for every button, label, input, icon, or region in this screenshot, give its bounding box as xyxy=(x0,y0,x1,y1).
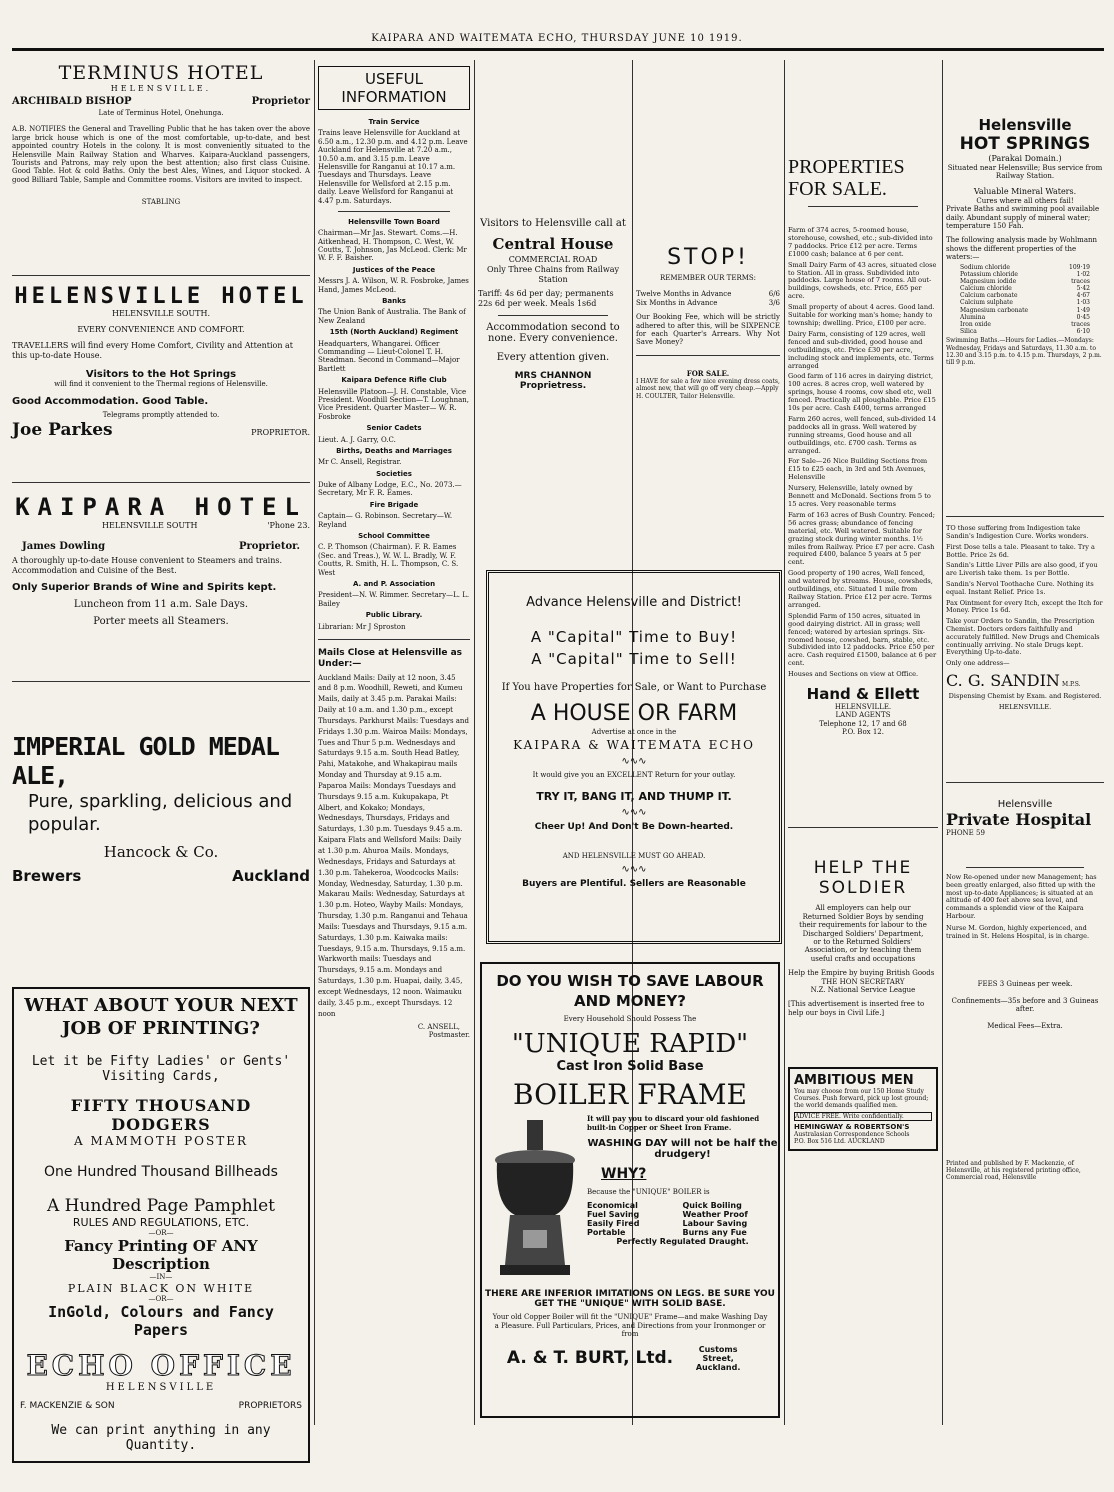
terminus-title: TERMINUS HOTEL xyxy=(58,62,264,84)
helensville-hotel-tele: Telegrams promptly attended to. xyxy=(102,411,220,420)
central-l8: MRS CHANNON xyxy=(514,371,592,381)
property-item: For Sale—26 Nice Building Sections from £15 to £25 each, in 3rd and 5th Avenues, Helensville xyxy=(788,457,928,482)
ale-line1: Pure, sparkling, delicious and popular. xyxy=(28,791,293,836)
rifle-text: Helensville Platoon—J. H. Constable, Vice President. Woodhill Section—T. Loughnan, Vice President. Quarter Master— W. R. Fosbroke xyxy=(318,387,470,421)
soc-text: Duke of Albany Lodge, E.C., No. 2073.—Secretary, Mr F. R. Eames. xyxy=(318,481,462,498)
sandin-l1: TO those suffering from Indigestion take Sandin's Indigestion Cure. Works wonders. xyxy=(946,524,1089,540)
sandin-l3: Sandin's Little Liver Pills are also good, if you are Liverish take them. 1s per Bottle. xyxy=(946,561,1098,578)
printing-l11: ECHO OFFICE xyxy=(26,1349,296,1383)
hand-ellett-town: HELENSVILLE. xyxy=(834,703,892,712)
analysis-name: Magnesium carbonate xyxy=(960,306,1029,314)
fire-heading: Fire Brigade xyxy=(369,500,419,509)
printing-l9: PLAIN BLACK ON WHITE xyxy=(67,1281,255,1295)
advance-helensville-ad xyxy=(486,570,782,944)
central-l2: Central House xyxy=(492,235,614,253)
sandin-name: C. G. SANDIN xyxy=(946,670,1060,690)
births-text: Mr C. Ansell, Registrar. xyxy=(318,458,402,467)
advance-l9: TRY IT, BANG IT, AND THUMP IT. xyxy=(536,789,732,803)
ap-heading: A. and P. Association xyxy=(352,579,436,588)
advance-l10: Cheer Up! And Don't Be Down-hearted. xyxy=(534,821,734,832)
central-l4: Only Three Chains from Railway Station xyxy=(486,265,620,284)
printing-or1: —OR— xyxy=(148,1229,174,1237)
advance-l12: Buyers are Plentiful. Sellers are Reasonable xyxy=(522,879,746,890)
hand-ellett: Hand & Ellett xyxy=(806,685,920,704)
masthead-rule xyxy=(12,48,1104,51)
sandin-ad xyxy=(946,525,1104,712)
sandin-l2: First Dose tells a tale. Pleasant to take. Try a Bottle. Price 2s 6d. xyxy=(946,542,1095,559)
springs-l1: Helensville xyxy=(978,116,1072,134)
analysis-value: 4·67 xyxy=(1076,292,1090,300)
stop-title: STOP! xyxy=(667,245,749,270)
terminus-town: HELENSVILLE. xyxy=(110,84,212,93)
ambitious-body: You may choose from our 150 Home Study Courses. Push forward, pick up lost ground; the world demands qualified men. xyxy=(794,1088,929,1110)
analysis-value: 5·42 xyxy=(1076,285,1090,293)
sandin-mps: M.P.S. xyxy=(1061,680,1081,688)
advance-l11: AND HELENSVILLE MUST GO AHEAD. xyxy=(562,851,706,860)
train-heading: Train Service xyxy=(368,118,420,126)
ambitious-men-ad xyxy=(788,1067,938,1151)
flourish-icon: ∿∿∿ xyxy=(621,756,647,768)
advance-l2: A "Capital" Time to Buy! xyxy=(530,628,738,646)
printing-l2: Let it be Fifty Ladies' or Gents' Visiting Cards, xyxy=(31,1054,291,1084)
central-l5: Tariff: 4s 6d per day; permanents 22s 6d per week. Meals 1s6d xyxy=(478,289,614,308)
kaipara-hotel-role: Proprietor. xyxy=(238,541,300,552)
terminus-role: Proprietor xyxy=(251,96,310,107)
property-item: Nursery, Helensville, lately owned by Bennett and McDonald. Sections from 5 to 15 acres. Very reasonable terms xyxy=(788,484,931,508)
ale-brewers: Brewers xyxy=(12,866,82,885)
soldier-note: [This advertisement is inserted free to help our boys in Civil Life.] xyxy=(788,1000,925,1017)
boiler-l3: "UNIQUE RAPID" xyxy=(511,1029,749,1060)
advance-l3: A "Capital" Time to Sell! xyxy=(531,650,737,668)
masthead: KAIPARA AND WAITEMATA ECHO, THURSDAY JUNE 10 1919. xyxy=(371,33,743,44)
printing-l10: InGold, Colours and Fancy Papers xyxy=(48,1303,274,1340)
central-l9: Proprietress. xyxy=(519,381,587,391)
reg-heading: 15th (North Auckland) Regiment xyxy=(329,328,459,337)
springs-l6: Cures where all others fail! xyxy=(976,196,1074,205)
column-5 xyxy=(788,60,938,1430)
column-6 xyxy=(946,60,1104,1430)
column-divider xyxy=(314,60,315,1425)
train-text: Trains leave Helensville for Auckland at 6.50 a.m., 12.30 p.m. and 4.12 p.m. Leave Auckland for Helensville at 7.20 a.m., 10.50 a.m. and 3.15 p.m. Leave Helensville for Ranganui at 10.17 a.m. Tuesdays and Thursdays. Leave Helensville for Wellsford at 2.15 p.m. daily. Leave Wellsford for Ranganui at 4.47 p.m. Saturdays. xyxy=(318,129,468,205)
advance-l4: If You have Properties for Sale, or Want to Purchase xyxy=(501,682,767,693)
property-item: Farm of 163 acres of Bush Country. Fenced; 56 acres grass; abundance of fencing material, etc. Well watered. Suitable for grazing stock during winter months. 1½ miles from Railway. Price £7 per acre. Cash required £400, balance 5 years at 5 per cent. xyxy=(788,510,935,567)
central-l3: COMMERCIAL ROAD xyxy=(508,255,598,264)
kaipara-hotel-brands: Only Superior Brands of Wine and Spirits kept. xyxy=(12,582,277,593)
boiler-l7: WASHING DAY will not be half the drudgery! xyxy=(587,1138,778,1161)
property-item: Small Dairy Farm of 43 acres, situated close to Station. All in grass. Subdivided into paddocks. Large house of 7 rooms. All out-buildings, cowsheds, etc. Price, £65 per acre. xyxy=(788,260,937,301)
fire-text: Captain— G. Robinson. Secretary—W. Reyland xyxy=(318,512,453,529)
sandin-l7: Only one address— xyxy=(946,659,1010,668)
kaipara-hotel-body: A thoroughly up-to-date House convenient to Steamers and trains. Accommodation and Cuisine of the Best. xyxy=(12,556,282,575)
soldier-body: All employers can help our Returned Soldier Boys by sending their requirements for labour to the Discharged Soldiers' Department, or to the Returned Soldiers' Association, or by teaching them useful crafts and occupations xyxy=(799,904,927,963)
kaipara-hotel-porter: Porter meets all Steamers. xyxy=(93,616,229,627)
school-text: C. P. Thomson (Chairman). F. R. Eames (Sec. and Treas.), W. W. L. Bradly, W. F. Coutts, R. Smith, H. L. Thompson, C. S. West xyxy=(318,543,459,577)
soc-heading: Societies xyxy=(376,469,412,478)
terminus-body: A.B. NOTIFIES the General and Travelling Public that he has taken over the above large brick house which is one of the most comfortable, up-to-date, and best appointed country Hotels in the colony. It is most conveniently situated to the Helensville Main Railway Station and Wharves. Kaipara-Auckland passengers, Tourists and Patrons, may rely upon the best attention; also first class Cuisine. Good Table. Hot & cold Baths. Only the best Ales, Wines, and Liquor stocked. A good Billiard Table, Sample and Committee rooms. Visitors are invited to inspect. xyxy=(12,125,310,184)
analysis-name: Alumina xyxy=(960,313,986,321)
springs-l4: Situated near Helensville; Bus service from Railway Station. xyxy=(947,164,1103,181)
property-item: Splendid Farm of 150 acres, situated in good dairying district. All in grass; well fenced; watered by artesian springs. Six-roomed house, cowshed, barn, stable, etc. Subdivided into 12 paddocks. Price £50 per acre. Cash required £1500, balance at 6 per cent. xyxy=(788,611,937,668)
burt-name: A. & T. BURT, Ltd. xyxy=(506,1348,674,1369)
advance-l6: Advertise at once in the xyxy=(591,728,677,736)
ale-ad xyxy=(12,732,310,947)
hand-ellett-agents: LAND AGENTS xyxy=(835,711,891,720)
printing-or2: —OR— xyxy=(148,1294,174,1303)
sandin-l4: Sandin's Nervol Toothache Cure. Nothing its equal. Instant Relief. Price 1s. xyxy=(946,579,1094,596)
ale-city: Auckland xyxy=(232,866,310,885)
board-text: Chairman—Mr Jas. Stewart. Coms.—H. Aitkenhead, H. Thompson, C. West, W. Coutts, T. Johnson, Jas McLeod. Clerk: Mr W. F. F. Baisher. xyxy=(318,229,467,263)
boiler-l11: Your old Copper Boiler will fit the "UNIQUE" Frame—and make Washing Day a Pleasure. Full Particulars, Prices, and Directions from your Ironmonger or from xyxy=(492,1313,768,1339)
printing-l1: WHAT ABOUT YOUR NEXT JOB OF PRINTING? xyxy=(24,995,298,1039)
soldier-league: N.Z. National Service League xyxy=(810,985,916,994)
ambitious-title: AMBITIOUS MEN xyxy=(794,1073,914,1089)
property-item: Good property of 190 acres, Well fenced, and watered by streams. House, cowsheds, outbuildings, etc. Situated 1 mile from Railway Station. Price £12 per acre. Terms arranged. xyxy=(788,569,933,609)
analysis-value: 1·49 xyxy=(1076,306,1090,314)
analysis-name: Calcium chloride xyxy=(960,285,1012,293)
term-12-price: 6/6 xyxy=(768,290,780,299)
rifle-heading: Kaipara Defence Rifle Club xyxy=(341,376,447,385)
helensville-hotel-visitors: Visitors to the Hot Springs xyxy=(85,369,237,380)
analysis-value: traces xyxy=(1071,277,1090,285)
central-l6: Accommodation second to none. Every convenience. xyxy=(486,322,620,344)
soldier-title: HELP THE SOLDIER xyxy=(813,857,913,898)
ale-title: IMPERIAL GOLD MEDAL ALE, xyxy=(12,732,279,790)
divider xyxy=(12,275,310,276)
analysis-name: Iron oxide xyxy=(960,321,991,329)
hand-ellett-box: P.O. Box 12. xyxy=(842,728,884,737)
kaipara-hotel-ad xyxy=(12,493,310,673)
feature-draught: Perfectly Regulated Draught. xyxy=(616,1236,749,1246)
lib-heading: Public Library. xyxy=(365,611,423,620)
advance-l8: It would give you an EXCELLENT Return for your outlay. xyxy=(532,771,736,780)
printing-l14: We can print anything in any Quantity. xyxy=(51,1423,271,1454)
hospital-l6: FEES 3 Guineas per week. xyxy=(977,980,1073,989)
ambitious-firm: HEMINGWAY & ROBERTSON'S xyxy=(794,1122,910,1131)
feature-weather-proof: Weather Proof xyxy=(682,1209,748,1219)
advance-l1: Advance Helensville and District! xyxy=(526,595,742,610)
helensville-hotel-sub: HELENSVILLE SOUTH. xyxy=(111,309,211,318)
useful-title: USEFUL INFORMATION xyxy=(318,66,470,110)
feature-portable: Portable xyxy=(587,1227,626,1237)
helensville-hotel-conv: EVERY CONVENIENCE AND COMFORT. xyxy=(77,325,245,334)
school-heading: School Committee xyxy=(358,532,430,541)
analysis-name: Calcium sulphate xyxy=(960,299,1013,307)
analysis-value: 0·45 xyxy=(1076,313,1090,321)
boiler-l10: THERE ARE INFERIOR IMITATIONS ON LEGS. BE SURE YOU GET THE "UNIQUE" WITH SOLID BASE. xyxy=(485,1289,775,1310)
stop-ad xyxy=(636,245,780,400)
term-12-months: Twelve Months in Advance xyxy=(636,290,732,299)
springs-l3: (Parakai Domain.) xyxy=(988,154,1062,163)
feature-economical: Economical xyxy=(587,1200,638,1210)
properties-title: PROPERTIES FOR SALE. xyxy=(788,156,905,200)
printing-l4: A MAMMOTH POSTER xyxy=(73,1134,249,1148)
kaipara-hotel-name: James Dowling xyxy=(22,541,106,552)
column-2 xyxy=(318,60,470,1430)
property-item: Good farm of 116 acres in dairying district, 100 acres. 8 acres crop, well watered by springs, house 4 rooms, cow shed etc, well fenced. Practically all ploughable. Price £15 10s per acre. Cash £400, terms arranged xyxy=(788,372,936,413)
terminus-owner: ARCHIBALD BISHOP xyxy=(12,96,132,107)
terminus-late: Late of Terminus Hotel, Onehunga. xyxy=(98,109,224,117)
joe-parkes-role: PROPRIETOR. xyxy=(251,427,310,437)
analysis-table xyxy=(960,264,1090,336)
banks-text: The Union Bank of Australia. The Bank of New Zealand xyxy=(318,308,466,325)
hospital-l7: Confinements—35s before and 3 Guineas after. xyxy=(951,996,1099,1014)
analysis-name: Magnesium iodide xyxy=(960,277,1017,285)
printing-l3: FIFTY THOUSAND DODGERS xyxy=(70,1096,252,1134)
feature-fuel-saving: Fuel Saving xyxy=(587,1209,640,1219)
soldier-help: Help the Empire by buying British Goods xyxy=(788,969,935,978)
boiler-l4: Cast Iron Solid Base xyxy=(556,1059,704,1075)
kaipara-hotel-phone: 'Phone 23. xyxy=(267,521,310,530)
postmaster-name: C. ANSELL, xyxy=(417,1022,460,1031)
property-item: Farm 260 acres, well fenced, sub-divided 14 paddocks all in grass. Well watered by running streams, Good house and all outbuildings, etc. £700 cash. Terms as arranged. xyxy=(788,414,937,455)
terminus-hotel-ad xyxy=(12,62,310,267)
springs-l5: Valuable Mineral Waters. xyxy=(973,186,1077,196)
ap-text: President—N. W. Rimmer. Secretary—L. L. Bailey xyxy=(318,591,470,608)
printing-l6: A Hundred Page Pamphlet xyxy=(46,1196,275,1216)
flourish-icon: ∿∿∿ xyxy=(621,806,647,818)
kaipara-hotel-sub: HELENSVILLE SOUTH xyxy=(102,521,198,530)
springs-l7: Private Baths and swimming pool available daily. Abundant supply of mineral water; temperature 150 Fah. xyxy=(946,205,1100,230)
feature-quick-boiling: Quick Boiling xyxy=(682,1200,742,1210)
printing-l5: One Hundred Thousand Billheads xyxy=(44,1164,278,1180)
hospital-l3: PHONE 59 xyxy=(946,828,985,837)
feature-burns-any-fuel: Burns any Fue xyxy=(682,1227,747,1237)
soldier-sec: THE HON SECRETARY xyxy=(821,977,905,986)
column-divider xyxy=(784,60,785,1425)
hand-ellett-tel: Telephone 12, 17 and 68 xyxy=(819,719,907,728)
analysis-name: Potassium chloride xyxy=(960,270,1018,278)
births-heading: Births, Deaths and Marriages xyxy=(336,446,452,455)
sandin-l10: HELENSVILLE. xyxy=(998,702,1052,711)
column-divider xyxy=(942,60,943,1425)
central-house-ad xyxy=(478,218,628,391)
printing-l8: Fancy Printing OF ANY Description xyxy=(64,1237,258,1274)
property-item: Dairy Farm, consisting of 129 acres, well fenced and sub-divided, good house and outbuildings, etc. Price £30 per acre, including stock and implements, etc. Terms arranged xyxy=(788,329,934,370)
hospital-l1: Helensville xyxy=(997,798,1053,810)
helensville-hotel-body: TRAVELLERS will find every Home Comfort, Civility and Attention at this up-to-date House. xyxy=(12,341,294,360)
jp-heading: Justices of the Peace xyxy=(352,265,436,274)
ambitious-school: Australasian Correspondence Schools xyxy=(794,1130,910,1138)
helensville-hotel-ad xyxy=(12,284,310,474)
term-6-months: Six Months in Advance xyxy=(636,298,718,307)
terminus-stabling: STABLING xyxy=(141,198,181,207)
ambitious-advice: ADVICE FREE. Write confidentially. xyxy=(794,1112,932,1121)
mails-heading: Mails Close at Helensville as Under:— xyxy=(318,647,463,669)
advance-l7: KAIPARA & WAITEMATA ECHO xyxy=(513,738,755,753)
analysis-value: 109·19 xyxy=(1069,263,1090,271)
ale-maker: Hancock & Co. xyxy=(103,842,219,861)
boiler-icon xyxy=(485,1115,585,1285)
hospital-l2: Private Hospital xyxy=(946,809,1092,829)
boiler-ad xyxy=(480,962,780,1418)
imprint: Printed and published by F. Mackenzie, of Helensville, at his registered printing office, Commercial road, Helensville xyxy=(946,1160,1081,1182)
analysis-value: 1·02 xyxy=(1076,270,1090,278)
banks-heading: Banks xyxy=(382,297,406,306)
printing-in: —IN— xyxy=(149,1273,173,1282)
boiler-l8: WHY? xyxy=(601,1166,647,1183)
printing-ad xyxy=(12,987,310,1463)
helensville-hotel-title: HELENSVILLE HOTEL xyxy=(14,284,308,309)
column-1 xyxy=(12,60,310,1454)
sandin-l9: Dispensing Chemist by Exam. and Registered. xyxy=(948,692,1102,701)
central-l1: Visitors to Helensville call at xyxy=(480,218,626,229)
helensville-hotel-visitors-body: will find it convenient to the Thermal regions of Helensville. xyxy=(54,380,268,388)
boiler-l6: It will pay you to discard your old fashioned built-in Copper or Sheet Iron Frame. xyxy=(587,1114,760,1132)
stop-body: Our Booking Fee, which will be strictly adhered to after this, will be SIXPENCE for each Quarter's Arrears. Why Not Save Money? xyxy=(636,313,780,347)
printing-l7: RULES AND REGULATIONS, ETC. xyxy=(72,1216,250,1229)
for-sale-body: I HAVE for sale a few nice evening dress coats, almost new, that will go off very cheap.—Apply H. COULTER, Tailor Helensville. xyxy=(636,378,780,400)
stop-terms: REMEMBER OUR TERMS: xyxy=(659,274,757,282)
hospital-l4: Now Re-opened under new Management; has been greatly enlarged, also fitted up with the most up-to-date Appliances; is situated at an altitude of 400 feet above sea level, and commands a splendid view of the Kaipara Harbour. xyxy=(946,873,1097,921)
properties-list xyxy=(788,227,938,679)
springs-l8: The following analysis made by Wohlmann shows the different properties of the waters:— xyxy=(946,236,1098,262)
joe-parkes: Joe Parkes xyxy=(12,419,113,440)
ambitious-addr: P.O. Box 516 Ltd. AUCKLAND xyxy=(794,1138,885,1145)
burt-address: Customs Street, Auckland. xyxy=(695,1344,741,1372)
analysis-value: 1·03 xyxy=(1076,299,1090,307)
cadets-text: Lieut. A. J. Garry, O.C. xyxy=(318,435,396,444)
printing-l13: F. MACKENZIE & SON xyxy=(20,1401,115,1412)
mails-text: Auckland Mails: Daily at 12 noon, 3.45 and 8 p.m. Woodhill, Reweti, and Kumeu Mails, daily at 3.45 p.m. Parakai Mails: Daily at 10 a.m. and 1.30 p.m., except Thursdays. Parkhurst Mails: Tuesdays and Fridays 1.30 p.m. Wairoa Mails: Mondays, Tues and Thur 5 p.m. Wednesdays and Saturdays 9.15 a.m. South Head Batley, Pahi, Matakohe, and Whakapirau mails Monday and Thursday at 9.15 a.m. Paparoa Mails: Mondays Tuesdays and Thursdays 9.15 a.m. Kukupakapa, Pt Albert, and Kokako; Mondays, Wednesdays, Thursdays, Fridays and Saturdays, 1.30 p.m. Tuesdays 9.45 a.m. Kaipara Flats and Wellsford Mails: Daily at 1.30 p.m. Ahuroa Mails. Mondays, Wednesdays, Fridays and Saturdays at 1.30 p.m. Tahekeroa, Woodcocks Mails: Monday, Wednesday, Saturday, 1.30 p.m. Makarau Mails: Wednesday, Saturdays at 1.30 p.m. Hoteo, Wayby Mails: Mondays, Thursday, 1.30 p.m. Ranganui and Tehaua Mails: Tuesdays and Thursdays, 9.15 a.m. Saturdays, 1.30 p.m. Kaiwaka mails: Tuesdays, 9.15 a.m. Thursdays, 9.15 a.m. Warkworth mails: Tuesdays and Thursdays, 9.15 a.m. Mondays and Saturdays, 1.30 p.m. Huapai, daily, 3.45, except Wednesdays, 12 noon. Waimauku daily, 3.45 p.m., except Thursdays. 12 noon xyxy=(318,673,469,1018)
cadets-heading: Senior Cadets xyxy=(366,424,422,433)
hospital-l5: Nurse M. Gordon, highly experienced, and trained in St. Helens Hospital, is in charge. xyxy=(946,923,1090,940)
property-item: Houses and Sections on view at Office. xyxy=(788,670,919,679)
property-item: Farm of 374 acres, 5-roomed house, storehouse, cowshed, etc.; sub-divided into 7 paddocks. Price £12 per acre. Terms £1000 cash; balance at 6 per cent. xyxy=(788,226,933,258)
analysis-value: traces xyxy=(1071,321,1090,329)
lib-text: Librarian: Mr J Sproston xyxy=(318,622,406,631)
property-item: Small property of about 4 acres. Good land. Suitable for working man's home; handy to township; dwelling. Price, £100 per acre. xyxy=(788,303,935,327)
analysis-name: Sodium chloride xyxy=(960,263,1010,271)
boiler-l1: DO YOU WISH TO SAVE LABOUR AND MONEY? xyxy=(496,972,764,1010)
board-heading: Helensville Town Board xyxy=(348,217,440,226)
divider xyxy=(12,681,310,682)
advance-l5: A HOUSE OR FARM xyxy=(530,701,738,726)
springs-l9: Swimming Baths.—Hours for Ladies.—Mondays: Wednesday, Fridays and Saturdays, 11.30 a.m. to 12.30 and 3.15 p.m. to 4.15 p.m. Thursdays, 2 p.m. till 9 p.m. xyxy=(946,337,1102,366)
jp-text: Messrs J. A. Wilson, W. R. Fosbroke, James Hand, James McLeod. xyxy=(318,277,469,294)
analysis-name: Silica xyxy=(960,328,977,336)
feature-easily-fired: Easily Fired xyxy=(587,1218,640,1228)
boiler-l2: Every Household Should Possess The xyxy=(563,1015,697,1023)
feature-labour-saving: Labour Saving xyxy=(682,1218,748,1228)
helensville-hotel-accom: Good Accommodation. Good Table. xyxy=(12,396,209,408)
term-6-price: 3/6 xyxy=(768,298,780,307)
column-3 xyxy=(478,60,628,560)
hospital-l8: Medical Fees—Extra. xyxy=(987,1021,1063,1030)
central-l7: Every attention given. xyxy=(496,352,610,363)
printing-l13b: PROPRIETORS xyxy=(238,1401,302,1412)
sandin-l5: Pax Ointment for every Itch, except the Itch for Money. Price 1s 6d. xyxy=(946,598,1103,615)
column-4 xyxy=(636,60,780,560)
boiler-l5: BOILER FRAME xyxy=(513,1078,747,1112)
boiler-illustration xyxy=(482,1115,587,1285)
for-sale-heading: FOR SALE. xyxy=(686,368,730,378)
kaipara-hotel-lunch: Luncheon from 11 a.m. Sale Days. xyxy=(73,599,249,610)
divider xyxy=(12,482,310,483)
sandin-l6: Take your Orders to Sandin, the Prescription Chemist. Doctors orders faithfully and accurately fulfilled. New Drugs and Chemicals continually arriving. No stale Drugs kept. Everything Up-to-date. xyxy=(946,617,1100,657)
reg-text: Headquarters, Whangarei. Officer Commanding — Lieut-Colonel T. H. Steadman. Second in Command—Major Bartlett xyxy=(318,339,460,373)
column-divider xyxy=(474,60,475,1425)
kaipara-hotel-title: KAIPARA HOTEL xyxy=(15,493,307,521)
springs-l2: HOT SPRINGS xyxy=(959,134,1091,154)
analysis-value: 6·10 xyxy=(1076,328,1090,336)
analysis-name: Calcium carbonate xyxy=(960,292,1018,300)
printing-l12: HELENSVILLE xyxy=(105,1382,217,1394)
postmaster-title: Postmaster. xyxy=(428,1030,470,1039)
boiler-l9: Because the "UNIQUE" BOILER is xyxy=(587,1188,710,1197)
flourish-icon: ∿∿∿ xyxy=(621,864,647,876)
